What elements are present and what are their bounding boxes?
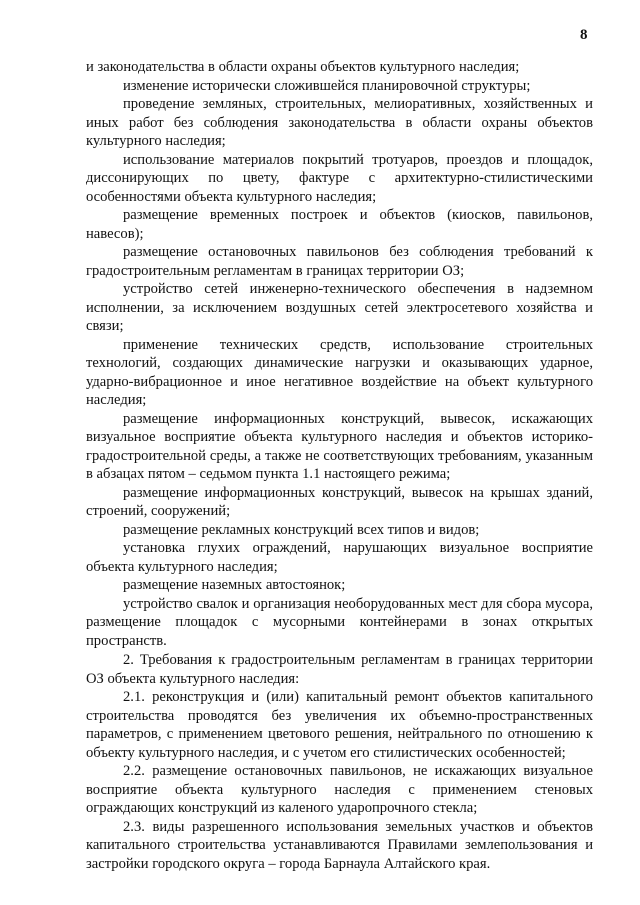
paragraph-garbage: устройство свалок и организация необорудованных мест для сбора мусора, размещение площадок с мусорными контейнерами в зонах открытых пространств. [86, 595, 593, 649]
paragraph-information-structures: размещение информационных конструкций, вывесок, искажающих визуальное восприятие объекта культурного наследия и объектов историко-градостроительной среды, а также не соответствующих требованиям, указанным в абзацах пятом – седьмом пункта 1.1 настоящего режима; [86, 410, 593, 482]
paragraph-continuation: и законодательства в области охраны объектов культурного наследия; [86, 59, 520, 75]
paragraph-temporary-structures: размещение временных построек и объектов (киосков, павильонов, навесов); [86, 207, 593, 242]
paragraph-paving-materials: использование материалов покрытий тротуаров, проездов и площадок, диссонирующих по цвету, фактуре с архитектурно-стилистическими особенностями объекта культурного наследия; [86, 151, 593, 205]
document-body [86, 58, 593, 873]
paragraph-bus-stops: размещение остановочных павильонов без соблюдения требований к градостроительным регламентам в границах территории ОЗ; [86, 244, 593, 279]
page-number: 8 [580, 27, 588, 43]
paragraph-roof-signs: размещение информационных конструкций, вывесок на крышах зданий, строений, сооружений; [86, 484, 593, 519]
paragraph-planning-structure: изменение исторически сложившейся планировочной структуры; [123, 77, 531, 94]
paragraph-section-2-heading: 2. Требования к градостроительным регламентам в границах территории ОЗ объекта культурного наследия: [86, 652, 593, 687]
paragraph-parking: размещение наземных автостоянок; [123, 577, 346, 593]
paragraph-fences: установка глухих ограждений, нарушающих визуальное восприятие объекта культурного наследия; [86, 540, 593, 575]
paragraph-technical-means: применение технических средств, использование строительных технологий, создающих динамические нагрузки и оказывающих ударное, ударно-вибрационное и иное негативное воздействие на объект культурного наследия; [86, 336, 593, 408]
paragraph-earthworks: проведение земляных, строительных, мелиоративных, хозяйственных и иных работ без соблюдения законодательства в области охраны объектов культурного наследия; [86, 96, 593, 149]
paragraph-section-2-3: 2.3. виды разрешенного использования земельных участков и объектов капитального строительства устанавливаются Правилами землепользования и застройки городского округа – города Барнаула Алтайского края. [86, 818, 593, 872]
paragraph-section-2-1: 2.1. реконструкция и (или) капитальный ремонт объектов капитального строительства проводятся без увеличения их объемно-пространственных параметров, с применением цветового решения, нейтрального по отношению к объекту культурного наследия, и с учетом его стилистических особенностей; [86, 689, 593, 761]
paragraph-section-2-2: 2.2. размещение остановочных павильонов, не искажающих визуальное восприятие объекта культурного наследия с применением стеновых ограждающих конструкций из каленого ударопрочного стекла; [86, 763, 593, 816]
paragraph-utility-networks: устройство сетей инженерно-технического обеспечения в надземном исполнении, за исключением воздушных сетей электросетевого хозяйства и связи; [86, 281, 593, 334]
paragraph-advertising: размещение рекламных конструкций всех типов и видов; [123, 521, 480, 538]
